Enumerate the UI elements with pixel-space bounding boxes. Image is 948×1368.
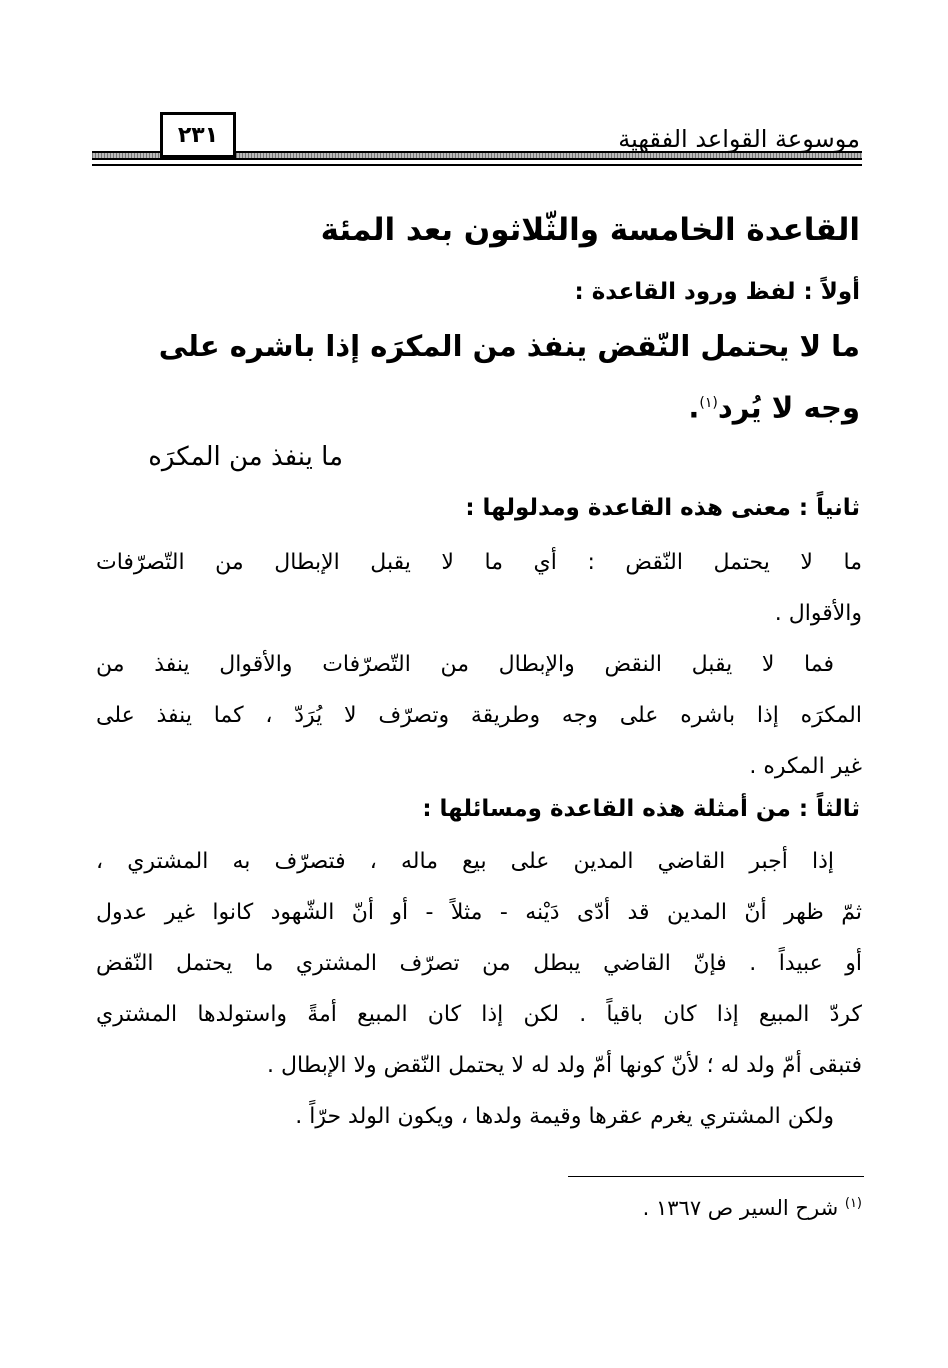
running-title: موسوعة القواعد الفقهية (618, 125, 860, 153)
footnote (643, 1196, 862, 1220)
text-line: ثمّ ظهر أنّ المدين قد أدّى دَيْنه - مثلاً - أو أنّ الشّهود كانوا غير عدول (96, 900, 862, 925)
footnote-rule (568, 1176, 864, 1177)
footnote-marker: (١) (844, 1196, 862, 1211)
text-line: أو عبيداً . فإنّ القاضي يبطل من تصرّف المشتري ما يحتمل النّقض (96, 951, 862, 976)
text-line: والأقوال . (774, 601, 862, 626)
rule-line-2: وجه لا يُرد (717, 390, 860, 425)
text-line: فتبقى أمّ ولد له ؛ لأنّ كونها أمّ ولد له لا يحتمل النّقض ولا الإبطال . (267, 1053, 862, 1078)
section3-body (96, 836, 862, 1142)
rule-line-2-wrap (96, 375, 860, 437)
text-line: ما لا يحتمل النّقض : أي ما لا يقبل الإبطال من التّصرّفات (96, 550, 862, 575)
section3-heading: ثالثاً : من أمثلة هذه القاعدة ومسائلها : (422, 796, 860, 822)
rule-end: . (688, 390, 700, 425)
text-line: غير المكره . (749, 754, 862, 779)
footnote-ref: (١) (699, 395, 718, 411)
text-line: ولكن المشتري يغرم عقرها وقيمة ولدها ، ويكون الولد حرّاً . (295, 1104, 834, 1129)
text-line: فما لا يقبل النقض والإبطال من التّصرّفات والأقوال ينفذ من (96, 652, 834, 677)
rule-line-1: ما لا يحتمل النّقض ينفذ من المكرَه إذا باشره على (158, 329, 860, 363)
section1-heading: أولاً : لفظ ورود القاعدة : (574, 279, 860, 305)
header-underline (92, 164, 862, 166)
rule-statement (96, 318, 860, 437)
page-number: ٢٣١ (177, 122, 219, 148)
section2-body (96, 537, 862, 792)
footnote-text: شرح السير ص ١٣٦٧ . (642, 1196, 839, 1220)
text-line: كردّ المبيع إذا كان باقياً . لكن إذا كان المبيع أمةً واستولدها المشتري (96, 1002, 862, 1027)
text-line: إذا أجبر القاضي المدين على بيع ماله ، فتصرّف به المشتري ، (96, 849, 834, 874)
subtitle: ما ينفذ من المكرَه (148, 442, 343, 472)
rule-title: القاعدة الخامسة والثّلاثون بعد المئة (320, 212, 860, 248)
section2-heading: ثانياً : معنى هذه القاعدة ومدلولها : (465, 495, 860, 521)
page-number-box (160, 112, 236, 158)
text-line: المكرَه إذا باشره على وجه وطريقة وتصرّف لا يُرَدّ ، كما ينفذ على (96, 703, 862, 728)
